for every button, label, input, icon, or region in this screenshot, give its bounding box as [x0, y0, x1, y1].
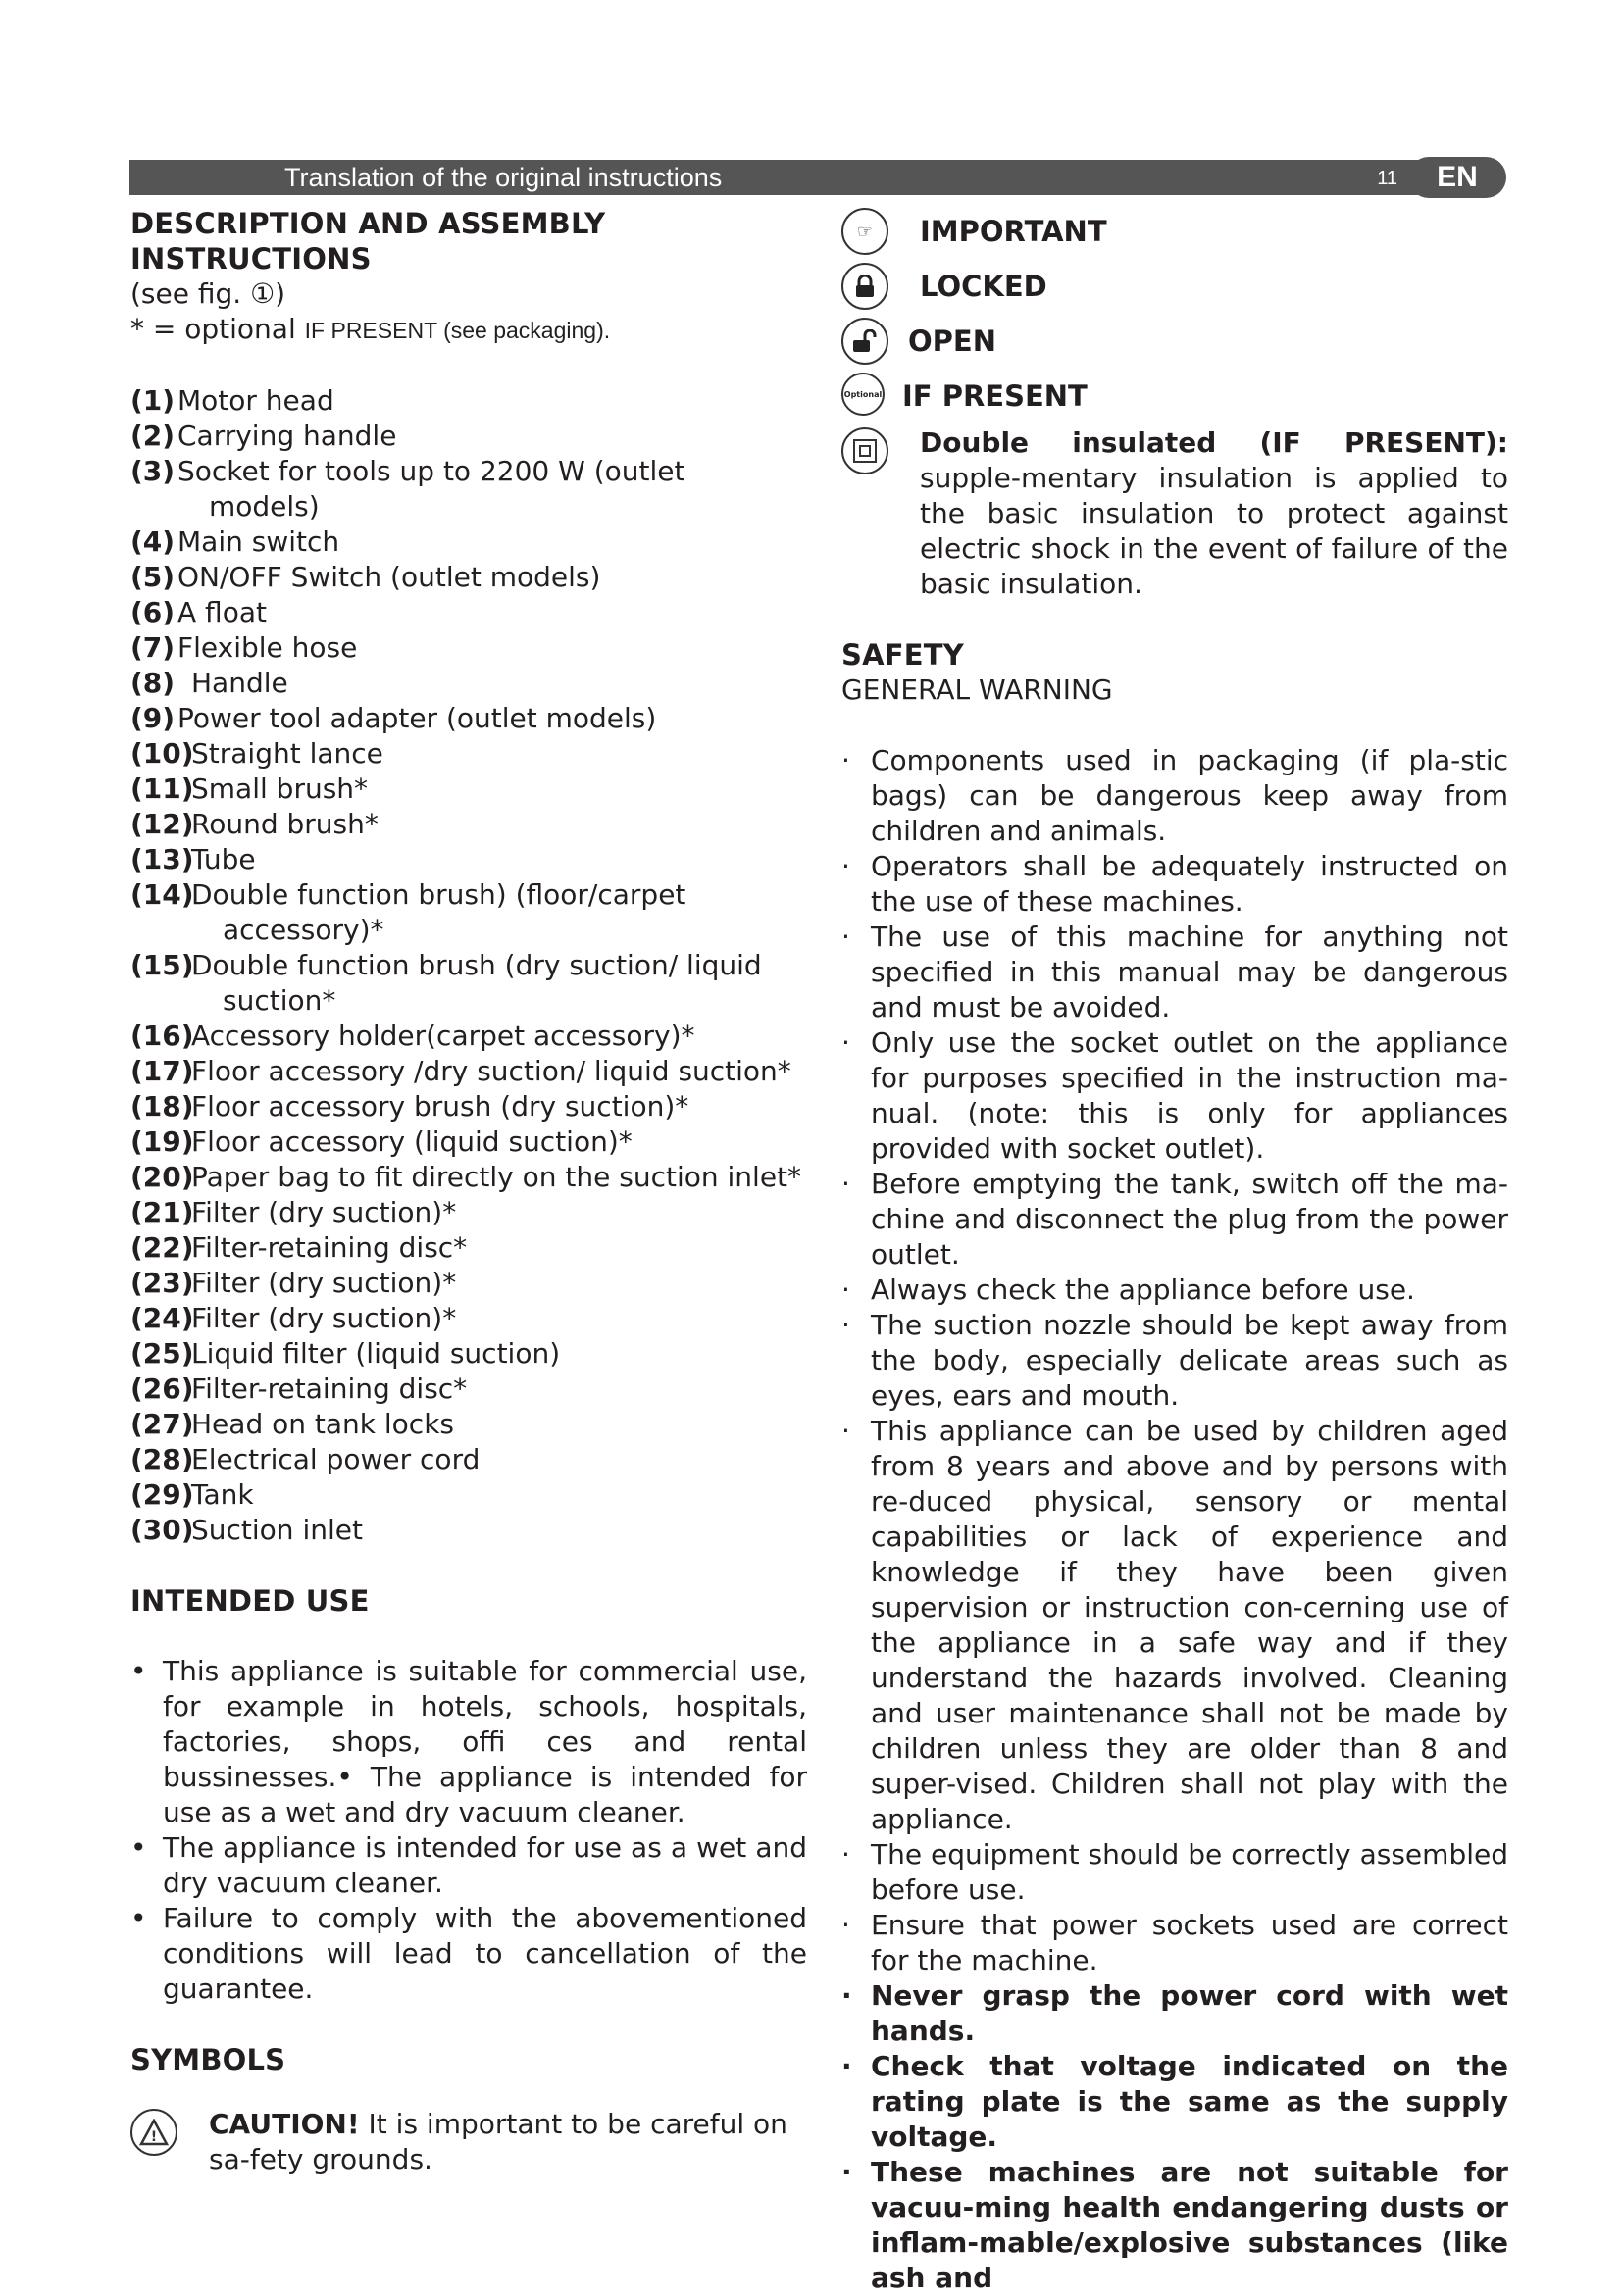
safety-bullet: · Check that voltage indicated on the rating plate is the same as the supply voltage.: [841, 2050, 1508, 2153]
item-text: Floor accessory /dry suction/ liquid suction*: [191, 1055, 791, 1087]
item-text: Liquid filter (liquid suction): [191, 1337, 561, 1370]
item-number: (18): [130, 1090, 194, 1123]
parts-list-item: [130, 1160, 807, 1195]
parts-list-item: [130, 595, 807, 630]
parts-list-item: [130, 1442, 807, 1477]
item-number: (5): [130, 561, 176, 593]
safety-bullet: · The use of this machine for anything not specified in this manual may be dangerous and must be avoided.: [841, 921, 1508, 1023]
optional-suffix: IF PRESENT (see packaging).: [304, 318, 611, 343]
general-warning-subtitle: GENERAL WARNING: [841, 674, 1113, 706]
parts-list-item: [130, 1301, 807, 1336]
svg-text:!: !: [150, 2129, 158, 2145]
safety-bullet: · Always check the appliance before use.: [841, 1273, 1415, 1306]
item-number: (12): [130, 808, 194, 840]
item-text: Carrying handle: [177, 420, 397, 452]
item-number: (6): [130, 596, 176, 628]
safety-bullet: · Before emptying the tank, switch off the ma-chine and disconnect the plug from the power outlet.: [841, 1168, 1508, 1271]
item-text: Flexible hose: [177, 631, 358, 664]
symbol-locked: [841, 261, 1508, 316]
parts-list-item: [130, 1477, 807, 1513]
item-number: (9): [130, 702, 176, 734]
item-text: ON/OFF Switch (outlet models): [177, 561, 601, 593]
item-number: (13): [130, 843, 194, 875]
item-text: Head on tank locks: [191, 1408, 454, 1440]
safety-bullet: · This appliance can be used by children aged from 8 years and above and by persons with re-duced physical, sensory or mental capabilities or lack of experience and knowledge if they have been given supervision or instruction con-cerning use of the appliance in a safe way and if they understand the hazards involved. Cleaning and user maintenance shall not be made by children unless they are older than 8 and super-vised. Children shall not play with the appliance.: [841, 1415, 1508, 1835]
item-text: Power tool adapter (outlet models): [177, 702, 657, 734]
bullet-text: The use of this machine for anything not specified in this manual may be dangerous and must be avoided.: [871, 921, 1508, 1023]
bullet-text: The suction nozzle should be kept away from the body, especially delicate areas such as eyes, ears and mouth.: [871, 1309, 1508, 1412]
parts-list-item: [130, 1372, 807, 1407]
important-label: IMPORTANT: [920, 215, 1107, 248]
item-number: (21): [130, 1196, 194, 1228]
bullet-text: Always check the appliance before use.: [871, 1273, 1415, 1306]
parts-list-item: [130, 1513, 807, 1548]
bullet-text: The appliance is intended for use as a wet and dry vacuum cleaner.: [163, 1831, 807, 1899]
intended-use-bullet: • The appliance is intended for use as a wet and dry vacuum cleaner.: [130, 1831, 807, 1899]
parts-list-item: [130, 1124, 807, 1160]
language-badge: EN: [1408, 157, 1506, 198]
see-figure: (see fig. ①): [130, 277, 286, 310]
right-column: [841, 206, 1508, 2296]
item-number: (19): [130, 1125, 194, 1158]
item-text: Electrical power cord: [191, 1443, 481, 1475]
item-text: Filter (dry suction)*: [191, 1302, 457, 1334]
bullet-text: Only use the socket outlet on the appliance for purposes specified in the instruction ma-nual. (note: this is only for appliances provided with socket outlet).: [871, 1026, 1508, 1165]
item-text: Filter-retaining disc*: [191, 1231, 468, 1264]
item-text: Tank: [191, 1478, 254, 1511]
double-insulated-text: supple-mentary insulation is applied to the basic insulation to protect against electric shock in the event of failure of the basic insulation.: [920, 462, 1508, 600]
item-number: (7): [130, 631, 176, 664]
optional-prefix: * = optional: [130, 313, 296, 345]
bullet-text: This appliance can be used by children aged from 8 years and above and by persons with re-duced physical, sensory or mental capabilities or lack of experience and knowledge if they have been given supervision or instruction con-cerning use of the appliance in a safe way and if they understand the hazards involved. Cleaning and user maintenance shall not be made by children unless they are older than 8 and super-vised. Children shall not play with the appliance.: [871, 1415, 1508, 1835]
item-text: Round brush*: [191, 808, 379, 840]
item-number: (2): [130, 420, 176, 452]
parts-list-item: [130, 419, 807, 454]
safety-bullet: · Components used in packaging (if pla-stic bags) can be dangerous keep away from children and animals.: [841, 744, 1508, 847]
item-number: (23): [130, 1267, 194, 1299]
item-text-continued: accessory)*: [223, 914, 384, 946]
caution-symbol: [130, 2107, 807, 2177]
left-column: [130, 206, 807, 2177]
item-text-continued: models): [209, 490, 320, 523]
parts-list-item: [130, 842, 807, 877]
bullet-text: Before emptying the tank, switch off the ma-chine and disconnect the plug from the power outlet.: [871, 1168, 1508, 1271]
intended-use-title: INTENDED USE: [130, 1584, 370, 1618]
if-present-label: IF PRESENT: [902, 379, 1088, 413]
open-label: OPEN: [908, 324, 996, 358]
safety-bullet: · Operators shall be adequately instructed on the use of these machines.: [841, 850, 1508, 918]
symbol-open: [841, 316, 1508, 371]
lock-icon: [841, 263, 888, 310]
warning-triangle-icon: [130, 2109, 177, 2156]
safety-list: [841, 743, 1508, 2296]
locked-label: LOCKED: [920, 270, 1047, 303]
parts-list-item: [130, 948, 807, 1019]
item-number: (16): [130, 1020, 194, 1052]
bullet-text: This appliance is suitable for commercial use, for example in hotels, schools, hospitals, factories, shops, offi ces and rental bussinesses.• The appliance is intended for use as a wet and dry vacuum cleaner.: [163, 1655, 807, 1828]
caution-label: CAUTION!: [209, 2108, 360, 2140]
parts-list-item: [130, 1266, 807, 1301]
safety-bullet: · These machines are not suitable for vacuu-ming health endangering dusts or inflam-mable/explosive substances (like ash and: [841, 2156, 1508, 2294]
intended-use-bullet: • This appliance is suitable for commercial use, for example in hotels, schools, hospitals, factories, shops, offi ces and rental bussinesses.• The appliance is intended for use as a wet and dry vacuum cleaner.: [130, 1655, 807, 1828]
parts-list-item: [130, 1336, 807, 1372]
parts-list-item: [130, 772, 807, 807]
item-text: Filter (dry suction)*: [191, 1196, 457, 1228]
unlock-icon: [841, 318, 888, 365]
header-bar: [129, 160, 1419, 195]
parts-list-item: [130, 560, 807, 595]
double-insulated-label: Double insulated (IF PRESENT):: [920, 426, 1508, 459]
item-number: (20): [130, 1161, 194, 1193]
item-text: Main switch: [177, 525, 340, 558]
symbol-double-insulated: [841, 425, 1508, 602]
optional-icon: Optional: [841, 373, 885, 416]
bullet-text: Failure to comply with the abovementioned conditions will lead to cancellation of the guarantee.: [163, 1902, 807, 2005]
parts-list-item: [130, 630, 807, 666]
parts-list-item: [130, 1054, 807, 1089]
parts-list-item: [130, 524, 807, 560]
item-number: (10): [130, 737, 194, 770]
parts-list-item: [130, 1019, 807, 1054]
item-number: (27): [130, 1408, 194, 1440]
item-text: A float: [177, 596, 267, 628]
symbol-if-present: [841, 371, 1508, 425]
header-title: Translation of the original instructions: [284, 163, 723, 192]
item-number: (30): [130, 1514, 194, 1546]
item-number: (15): [130, 949, 194, 981]
item-number: (28): [130, 1443, 194, 1475]
item-text: Handle: [191, 667, 288, 699]
parts-list-item: [130, 454, 807, 524]
item-text: Paper bag to fit directly on the suction inlet*: [191, 1161, 802, 1193]
item-number: (22): [130, 1231, 194, 1264]
symbols-title: SYMBOLS: [130, 2043, 286, 2076]
item-text: Double function brush) (floor/carpet: [191, 878, 686, 911]
safety-bullet: · Only use the socket outlet on the appliance for purposes specified in the instruction ma-nual. (note: this is only for appliances provided with socket outlet).: [841, 1026, 1508, 1165]
item-text: Filter (dry suction)*: [191, 1267, 457, 1299]
item-text: Floor accessory (liquid suction)*: [191, 1125, 633, 1158]
safety-bullet: · The equipment should be correctly assembled before use.: [841, 1838, 1508, 1906]
parts-list-item: [130, 383, 807, 419]
bullet-text: Components used in packaging (if pla-stic bags) can be dangerous keep away from children and animals.: [871, 744, 1508, 847]
item-text: Motor head: [177, 384, 334, 417]
intended-use-bullet: • Failure to comply with the abovementioned conditions will lead to cancellation of the guarantee.: [130, 1902, 807, 2005]
item-text: Socket for tools up to 2200 W (outlet: [177, 455, 685, 487]
item-number: (1): [130, 384, 176, 417]
parts-list-item: [130, 877, 807, 948]
item-number: (3): [130, 455, 176, 487]
safety-bullet: · Ensure that power sockets used are correct for the machine.: [841, 1909, 1508, 1976]
item-text: Double function brush (dry suction/ liquid: [191, 949, 762, 981]
optional-note: [130, 312, 807, 348]
bullet-text: Operators shall be adequately instructed on the use of these machines.: [871, 850, 1508, 918]
item-text: Straight lance: [191, 737, 383, 770]
item-text: Suction inlet: [191, 1514, 363, 1546]
parts-list-item: [130, 666, 807, 701]
item-number: (8): [130, 667, 176, 699]
item-text: Filter-retaining disc*: [191, 1373, 468, 1405]
item-number: (24): [130, 1302, 194, 1334]
symbol-important: [841, 206, 1508, 261]
parts-list-item: [130, 807, 807, 842]
item-number: (17): [130, 1055, 194, 1087]
item-text-continued: suction*: [223, 984, 336, 1017]
caution-text: It is important to be careful on sa-fety grounds.: [209, 2108, 787, 2175]
bullet-text: The equipment should be correctly assembled before use.: [871, 1838, 1508, 1906]
bullet-text: These machines are not suitable for vacuu-ming health endangering dusts or inflam-mable/explosive substances (like ash and: [871, 2156, 1508, 2294]
parts-list-item: [130, 736, 807, 772]
item-number: (11): [130, 773, 194, 805]
parts-list: [130, 383, 807, 1548]
page-number: 11: [1377, 168, 1397, 189]
safety-bullet: · The suction nozzle should be kept away from the body, especially delicate areas such as eyes, ears and mouth.: [841, 1309, 1508, 1412]
item-text: Tube: [191, 843, 256, 875]
bullet-text: Never grasp the power cord with wet hands.: [871, 1979, 1508, 2047]
bullet-text: Check that voltage indicated on the rating plate is the same as the supply voltage.: [871, 2050, 1508, 2153]
bullet-text: Ensure that power sockets used are correct for the machine.: [871, 1909, 1508, 1976]
safety-bullet: · Never grasp the power cord with wet hands.: [841, 1979, 1508, 2047]
item-text: Floor accessory brush (dry suction)*: [191, 1090, 689, 1123]
description-title: DESCRIPTION AND ASSEMBLY INSTRUCTIONS: [130, 207, 606, 275]
double-insulated-icon: [841, 427, 888, 474]
pointing-hand-icon: ☞: [841, 208, 888, 255]
parts-list-item: [130, 1089, 807, 1124]
item-number: (29): [130, 1478, 194, 1511]
parts-list-item: [130, 1407, 807, 1442]
item-number: (25): [130, 1337, 194, 1370]
item-number: (14): [130, 878, 194, 911]
item-text: Small brush*: [191, 773, 369, 805]
item-number: (26): [130, 1373, 194, 1405]
parts-list-item: [130, 1195, 807, 1230]
parts-list-item: [130, 1230, 807, 1266]
parts-list-item: [130, 701, 807, 736]
item-text: Accessory holder(carpet accessory)*: [191, 1020, 695, 1052]
item-number: (4): [130, 525, 176, 558]
safety-title: SAFETY: [841, 638, 964, 672]
